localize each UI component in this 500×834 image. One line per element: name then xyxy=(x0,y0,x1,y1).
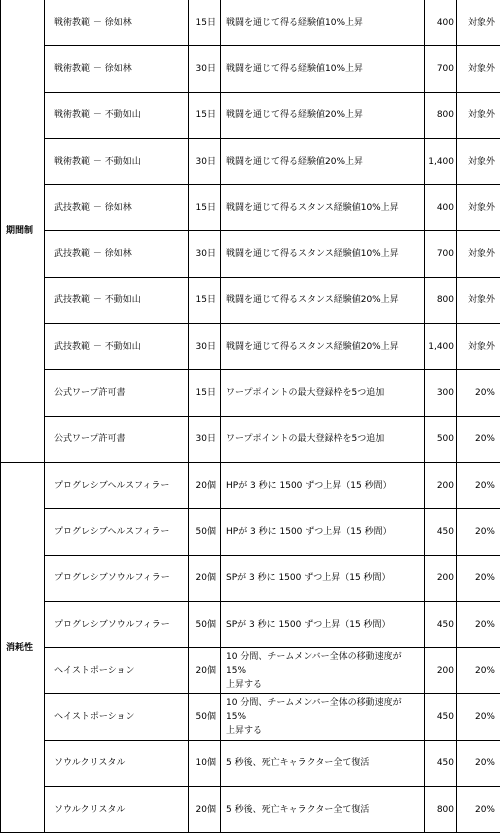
discount-cell: 対象外 xyxy=(457,231,500,277)
item-name-cell: ソウルクリスタル xyxy=(45,740,189,786)
price-cell: 1,400 xyxy=(425,324,457,370)
effect-line: SPが 3 秒に 1500 ずつ上昇（15 秒間） xyxy=(226,573,391,584)
duration-cell: 30日 xyxy=(189,46,221,92)
effect-line: 上昇する xyxy=(226,679,263,690)
duration-cell: 15日 xyxy=(189,370,221,416)
item-name-cell: 武技教範 － 不動如山 xyxy=(45,277,189,323)
duration-cell: 20個 xyxy=(189,555,221,601)
discount-cell: 20% xyxy=(457,787,500,833)
table-row xyxy=(1,138,500,184)
item-name-cell: プログレシブヘルスフィラー xyxy=(45,509,189,555)
effect-cell xyxy=(221,370,425,416)
duration-cell: 15日 xyxy=(189,0,221,46)
duration-cell: 20個 xyxy=(189,787,221,833)
effect-cell xyxy=(221,648,425,694)
price-cell: 200 xyxy=(425,462,457,508)
effect-line: HPが 3 秒に 1500 ずつ上昇（15 秒間） xyxy=(226,480,392,491)
table-row xyxy=(1,555,500,601)
effect-line: 10 分間、チームメンバー全体の移動速度が15% xyxy=(226,651,402,676)
price-cell: 700 xyxy=(425,46,457,92)
table-row xyxy=(1,601,500,647)
effect-cell xyxy=(221,740,425,786)
price-cell: 200 xyxy=(425,555,457,601)
price-cell: 450 xyxy=(425,694,457,740)
effect-cell xyxy=(221,694,425,740)
price-cell: 500 xyxy=(425,416,457,462)
effect-cell xyxy=(221,787,425,833)
category-cell: 消耗性 xyxy=(1,462,45,832)
effect-cell xyxy=(221,601,425,647)
table-row xyxy=(1,787,500,833)
table-row xyxy=(1,324,500,370)
duration-cell: 30日 xyxy=(189,416,221,462)
duration-cell: 50個 xyxy=(189,509,221,555)
table-row xyxy=(1,231,500,277)
discount-cell: 20% xyxy=(457,648,500,694)
effect-line: 戦闘を通じて得る経験値20%上昇 xyxy=(226,156,364,167)
duration-cell: 20個 xyxy=(189,648,221,694)
table-row xyxy=(1,694,500,740)
item-name-cell: 武技教範 － 不動如山 xyxy=(45,324,189,370)
effect-line: 戦闘を通じて得るスタンス経験値20%上昇 xyxy=(226,341,399,352)
discount-cell: 対象外 xyxy=(457,277,500,323)
effect-cell xyxy=(221,462,425,508)
price-cell: 400 xyxy=(425,0,457,46)
effect-cell xyxy=(221,138,425,184)
table-row xyxy=(1,0,500,46)
duration-cell: 15日 xyxy=(189,92,221,138)
duration-cell: 30日 xyxy=(189,231,221,277)
item-name-cell: 公式ワープ許可書 xyxy=(45,370,189,416)
discount-cell: 対象外 xyxy=(457,46,500,92)
effect-line: HPが 3 秒に 1500 ずつ上昇（15 秒間） xyxy=(226,526,392,537)
effect-cell xyxy=(221,509,425,555)
effect-cell xyxy=(221,231,425,277)
price-cell: 1,400 xyxy=(425,138,457,184)
table-row xyxy=(1,370,500,416)
effect-line: 上昇する xyxy=(226,726,263,737)
item-name-cell: プログレシブソウルフィラー xyxy=(45,555,189,601)
item-name-cell: 戦術教範 － 徐如林 xyxy=(45,0,189,46)
price-cell: 450 xyxy=(425,601,457,647)
effect-cell xyxy=(221,0,425,46)
effect-cell xyxy=(221,416,425,462)
discount-cell: 20% xyxy=(457,601,500,647)
item-name-cell: プログレシブヘルスフィラー xyxy=(45,462,189,508)
discount-cell: 対象外 xyxy=(457,92,500,138)
effect-line: 戦闘を通じて得る経験値10%上昇 xyxy=(226,63,364,74)
price-cell: 700 xyxy=(425,231,457,277)
duration-cell: 50個 xyxy=(189,694,221,740)
discount-cell: 20% xyxy=(457,694,500,740)
effect-line: 戦闘を通じて得るスタンス経験値10%上昇 xyxy=(226,202,399,213)
price-cell: 800 xyxy=(425,787,457,833)
price-cell: 800 xyxy=(425,277,457,323)
effect-line: 戦闘を通じて得るスタンス経験値20%上昇 xyxy=(226,295,399,306)
table-row xyxy=(1,185,500,231)
effect-cell xyxy=(221,324,425,370)
table-row xyxy=(1,740,500,786)
item-name-cell: 戦術教範 － 不動如山 xyxy=(45,138,189,184)
item-name-cell: 戦術教範 － 不動如山 xyxy=(45,92,189,138)
effect-line: 戦闘を通じて得る経験値10%上昇 xyxy=(226,17,364,28)
duration-cell: 30日 xyxy=(189,138,221,184)
effect-line: 戦闘を通じて得るスタンス経験値10%上昇 xyxy=(226,249,399,260)
table-row xyxy=(1,92,500,138)
price-cell: 200 xyxy=(425,648,457,694)
discount-cell: 20% xyxy=(457,416,500,462)
discount-cell: 対象外 xyxy=(457,324,500,370)
effect-line: 5 秒後、死亡キャラクター全て復活 xyxy=(226,804,370,815)
duration-cell: 50個 xyxy=(189,601,221,647)
effect-cell xyxy=(221,555,425,601)
price-cell: 800 xyxy=(425,92,457,138)
table-row xyxy=(1,648,500,694)
effect-line: 10 分間、チームメンバー全体の移動速度が15% xyxy=(226,698,402,723)
duration-cell: 15日 xyxy=(189,185,221,231)
discount-cell: 20% xyxy=(457,462,500,508)
effect-line: 戦闘を通じて得る経験値20%上昇 xyxy=(226,110,364,121)
effect-line: SPが 3 秒に 1500 ずつ上昇（15 秒間） xyxy=(226,619,391,630)
effect-line: 5 秒後、死亡キャラクター全て復活 xyxy=(226,758,370,769)
item-name-cell: プログレシブソウルフィラー xyxy=(45,601,189,647)
discount-cell: 20% xyxy=(457,509,500,555)
effect-cell xyxy=(221,92,425,138)
item-name-cell: 武技教範 － 徐如林 xyxy=(45,231,189,277)
table-row xyxy=(1,277,500,323)
category-cell: 期間制 xyxy=(1,0,45,462)
table-row xyxy=(1,46,500,92)
effect-cell xyxy=(221,185,425,231)
item-name-cell: 公式ワープ許可書 xyxy=(45,416,189,462)
item-name-cell: 戦術教範 － 徐如林 xyxy=(45,46,189,92)
table-row xyxy=(1,416,500,462)
table-row xyxy=(1,509,500,555)
table-row xyxy=(1,462,500,508)
discount-cell: 20% xyxy=(457,740,500,786)
discount-cell: 20% xyxy=(457,370,500,416)
effect-cell xyxy=(221,277,425,323)
discount-cell: 対象外 xyxy=(457,185,500,231)
duration-cell: 10個 xyxy=(189,740,221,786)
effect-line: ワープポイントの最大登録枠を5つ追加 xyxy=(226,434,385,445)
item-name-cell: ヘイストポーション xyxy=(45,648,189,694)
discount-cell: 対象外 xyxy=(457,138,500,184)
item-name-cell: ソウルクリスタル xyxy=(45,787,189,833)
discount-cell: 20% xyxy=(457,555,500,601)
duration-cell: 20個 xyxy=(189,462,221,508)
effect-cell xyxy=(221,46,425,92)
price-cell: 450 xyxy=(425,509,457,555)
item-name-cell: 武技教範 － 徐如林 xyxy=(45,185,189,231)
duration-cell: 30日 xyxy=(189,324,221,370)
effect-line: ワープポイントの最大登録枠を5つ追加 xyxy=(226,388,385,399)
item-name-cell: ヘイストポーション xyxy=(45,694,189,740)
duration-cell: 15日 xyxy=(189,277,221,323)
price-cell: 300 xyxy=(425,370,457,416)
price-cell: 400 xyxy=(425,185,457,231)
price-cell: 450 xyxy=(425,740,457,786)
discount-cell: 対象外 xyxy=(457,0,500,46)
